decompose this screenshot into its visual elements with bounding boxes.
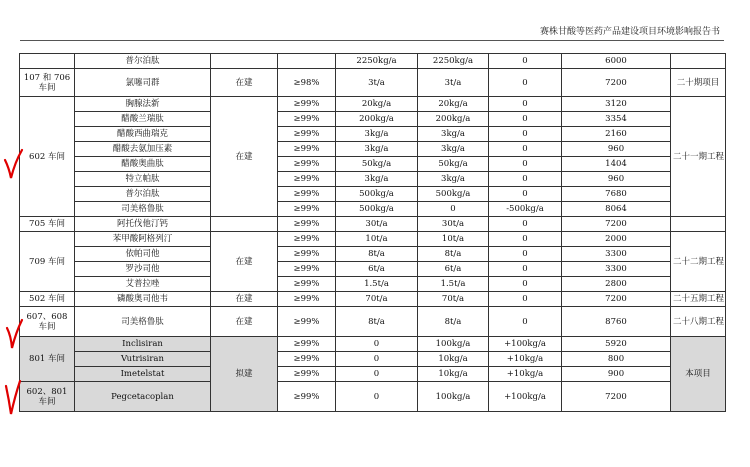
capacity-after-cell: 3kg/a: [418, 127, 489, 142]
hours-cell: 8760: [562, 307, 671, 337]
status-cell: 在建: [211, 69, 278, 97]
change-cell: 0: [489, 54, 562, 69]
capacity-before-cell: 30t/a: [336, 217, 418, 232]
hours-cell: 3120: [562, 97, 671, 112]
capacity-after-cell: 3t/a: [418, 69, 489, 97]
capacity-before-cell: 3t/a: [336, 69, 418, 97]
workshop-cell: 602、801 车间: [20, 382, 75, 412]
hours-cell: 6000: [562, 54, 671, 69]
workshop-cell: 709 车间: [20, 232, 75, 292]
capacity-after-cell: 8t/a: [418, 307, 489, 337]
table-row: [20, 382, 726, 412]
product-cell: 胸腺法新: [75, 97, 211, 112]
hours-cell: 2800: [562, 277, 671, 292]
change-cell: 0: [489, 112, 562, 127]
product-cell: Pegcetacoplan: [75, 382, 211, 412]
document-header: [20, 0, 724, 41]
capacity-after-cell: 70t/a: [418, 292, 489, 307]
workshop-cell: 502 车间: [20, 292, 75, 307]
red-checkmark-icon: [4, 318, 24, 352]
change-cell: 0: [489, 127, 562, 142]
change-cell: 0: [489, 142, 562, 157]
product-cell: Vutrisiran: [75, 352, 211, 367]
purity-cell: ≥98%: [278, 69, 336, 97]
hours-cell: 7680: [562, 187, 671, 202]
capacity-before-cell: 0: [336, 382, 418, 412]
workshop-cell: [20, 54, 75, 69]
change-cell: 0: [489, 247, 562, 262]
table-row: [20, 247, 726, 262]
hours-cell: 7200: [562, 382, 671, 412]
table-row: [20, 97, 726, 112]
table-row: [20, 187, 726, 202]
hours-cell: 7200: [562, 217, 671, 232]
product-cell: 醋酸奥曲肽: [75, 157, 211, 172]
change-cell: +100kg/a: [489, 337, 562, 352]
purity-cell: ≥99%: [278, 262, 336, 277]
purity-cell: ≥99%: [278, 142, 336, 157]
table-row: [20, 202, 726, 217]
change-cell: 0: [489, 307, 562, 337]
workshop-cell: 607、608 车间: [20, 307, 75, 337]
capacity-before-cell: 1.5t/a: [336, 277, 418, 292]
change-cell: 0: [489, 187, 562, 202]
hours-cell: 900: [562, 367, 671, 382]
purity-cell: [278, 54, 336, 69]
hours-cell: 3300: [562, 262, 671, 277]
capacity-after-cell: 100kg/a: [418, 337, 489, 352]
capacity-before-cell: 500kg/a: [336, 202, 418, 217]
capacity-before-cell: 0: [336, 352, 418, 367]
phase-cell: 二十五期工程: [671, 292, 726, 307]
change-cell: 0: [489, 217, 562, 232]
purity-cell: ≥99%: [278, 202, 336, 217]
hours-cell: 7200: [562, 69, 671, 97]
product-cell: 司美格鲁肽: [75, 202, 211, 217]
capacity-after-cell: 0: [418, 202, 489, 217]
product-cell: 苯甲酸阿格列汀: [75, 232, 211, 247]
capacity-before-cell: 70t/a: [336, 292, 418, 307]
product-cell: 司美格鲁肽: [75, 307, 211, 337]
purity-cell: ≥99%: [278, 112, 336, 127]
capacity-after-cell: 200kg/a: [418, 112, 489, 127]
capacity-after-cell: 3kg/a: [418, 172, 489, 187]
purity-cell: ≥99%: [278, 337, 336, 352]
phase-cell: 本项目: [671, 337, 726, 412]
table-row: [20, 292, 726, 307]
phase-cell: 二十八期工程: [671, 307, 726, 337]
status-cell: [211, 217, 278, 232]
product-cell: 阿托伐他汀钙: [75, 217, 211, 232]
table-row: [20, 112, 726, 127]
change-cell: -500kg/a: [489, 202, 562, 217]
table-row: [20, 307, 726, 337]
phase-cell: 二十期项目: [671, 69, 726, 97]
status-cell: 在建: [211, 307, 278, 337]
purity-cell: ≥99%: [278, 217, 336, 232]
change-cell: +10kg/a: [489, 352, 562, 367]
capacity-after-cell: 30t/a: [418, 217, 489, 232]
purity-cell: ≥99%: [278, 247, 336, 262]
status-cell: 在建: [211, 292, 278, 307]
product-cell: 特立帕肽: [75, 172, 211, 187]
capacity-before-cell: 8t/a: [336, 247, 418, 262]
capacity-after-cell: 2250kg/a: [418, 54, 489, 69]
table-row: [20, 172, 726, 187]
capacity-after-cell: 500kg/a: [418, 187, 489, 202]
product-cell: 醋酸去氨加压素: [75, 142, 211, 157]
table-row: [20, 352, 726, 367]
purity-cell: ≥99%: [278, 232, 336, 247]
capacity-after-cell: 1.5t/a: [418, 277, 489, 292]
change-cell: +10kg/a: [489, 367, 562, 382]
change-cell: 0: [489, 97, 562, 112]
table-row: [20, 337, 726, 352]
table-row: [20, 157, 726, 172]
capacity-after-cell: 10kg/a: [418, 352, 489, 367]
hours-cell: 5920: [562, 337, 671, 352]
hours-cell: 2160: [562, 127, 671, 142]
product-cell: 艾普拉唑: [75, 277, 211, 292]
hours-cell: 3354: [562, 112, 671, 127]
capacity-before-cell: 20kg/a: [336, 97, 418, 112]
phase-cell: 二十二期工程: [671, 232, 726, 292]
hours-cell: 2000: [562, 232, 671, 247]
table-row: [20, 54, 726, 69]
capacity-before-cell: 200kg/a: [336, 112, 418, 127]
workshop-cell: 801 车间: [20, 337, 75, 382]
capacity-after-cell: 10kg/a: [418, 367, 489, 382]
capacity-before-cell: 10t/a: [336, 232, 418, 247]
table-row: [20, 232, 726, 247]
purity-cell: ≥99%: [278, 367, 336, 382]
table-row: [20, 142, 726, 157]
status-cell: 在建: [211, 232, 278, 292]
purity-cell: ≥99%: [278, 382, 336, 412]
capacity-before-cell: 500kg/a: [336, 187, 418, 202]
capacity-after-cell: 3kg/a: [418, 142, 489, 157]
purity-cell: ≥99%: [278, 97, 336, 112]
capacity-before-cell: 3kg/a: [336, 127, 418, 142]
purity-cell: ≥99%: [278, 277, 336, 292]
hours-cell: 960: [562, 172, 671, 187]
status-cell: 拟建: [211, 337, 278, 412]
table-row: [20, 69, 726, 97]
capacity-after-cell: 8t/a: [418, 247, 489, 262]
purity-cell: ≥99%: [278, 352, 336, 367]
workshop-cell: 107 和 706 车间: [20, 69, 75, 97]
table-row: [20, 367, 726, 382]
phase-cell: [671, 54, 726, 69]
purity-cell: ≥99%: [278, 127, 336, 142]
phase-cell: 二十一期工程: [671, 97, 726, 217]
product-cell: 氯噻司群: [75, 69, 211, 97]
red-checkmark-icon: [3, 378, 23, 418]
table-row: [20, 217, 726, 232]
product-cell: 普尔泊肽: [75, 187, 211, 202]
capacity-before-cell: 50kg/a: [336, 157, 418, 172]
capacity-before-cell: 0: [336, 337, 418, 352]
capacity-before-cell: 3kg/a: [336, 172, 418, 187]
purity-cell: ≥99%: [278, 172, 336, 187]
hours-cell: 8064: [562, 202, 671, 217]
capacity-before-cell: 6t/a: [336, 262, 418, 277]
product-cell: 醋酸西曲瑞克: [75, 127, 211, 142]
product-cell: 依帕司他: [75, 247, 211, 262]
capacity-after-cell: 20kg/a: [418, 97, 489, 112]
hours-cell: 1404: [562, 157, 671, 172]
change-cell: 0: [489, 277, 562, 292]
change-cell: +100kg/a: [489, 382, 562, 412]
hours-cell: 7200: [562, 292, 671, 307]
capacity-before-cell: 3kg/a: [336, 142, 418, 157]
purity-cell: ≥99%: [278, 187, 336, 202]
change-cell: 0: [489, 69, 562, 97]
purity-cell: ≥99%: [278, 307, 336, 337]
product-cell: 罗沙司他: [75, 262, 211, 277]
product-cell: 磷酸奥司他韦: [75, 292, 211, 307]
capacity-after-cell: 6t/a: [418, 262, 489, 277]
capacity-after-cell: 100kg/a: [418, 382, 489, 412]
status-cell: [211, 54, 278, 69]
product-cell: Inclisiran: [75, 337, 211, 352]
capacity-before-cell: 2250kg/a: [336, 54, 418, 69]
table-row: [20, 262, 726, 277]
capacity-before-cell: 0: [336, 367, 418, 382]
table-row: [20, 277, 726, 292]
hours-cell: 3300: [562, 247, 671, 262]
product-cell: Imetelstat: [75, 367, 211, 382]
capacity-after-cell: 50kg/a: [418, 157, 489, 172]
purity-cell: ≥99%: [278, 292, 336, 307]
phase-cell: [671, 217, 726, 232]
table-row: [20, 127, 726, 142]
change-cell: 0: [489, 172, 562, 187]
document-title: 赛株甘酸等医药产品建设项目环境影响报告书: [539, 27, 720, 37]
product-cell: 醋酸兰瑞肽: [75, 112, 211, 127]
red-checkmark-icon: [2, 148, 24, 182]
capacity-before-cell: 8t/a: [336, 307, 418, 337]
hours-cell: 960: [562, 142, 671, 157]
change-cell: 0: [489, 292, 562, 307]
status-cell: 在建: [211, 97, 278, 217]
product-capacity-table: [19, 53, 726, 412]
capacity-after-cell: 10t/a: [418, 232, 489, 247]
purity-cell: ≥99%: [278, 157, 336, 172]
change-cell: 0: [489, 157, 562, 172]
change-cell: 0: [489, 232, 562, 247]
hours-cell: 800: [562, 352, 671, 367]
workshop-cell: 602 车间: [20, 97, 75, 217]
change-cell: 0: [489, 262, 562, 277]
product-cell: 普尔泊肽: [75, 54, 211, 69]
workshop-cell: 705 车间: [20, 217, 75, 232]
